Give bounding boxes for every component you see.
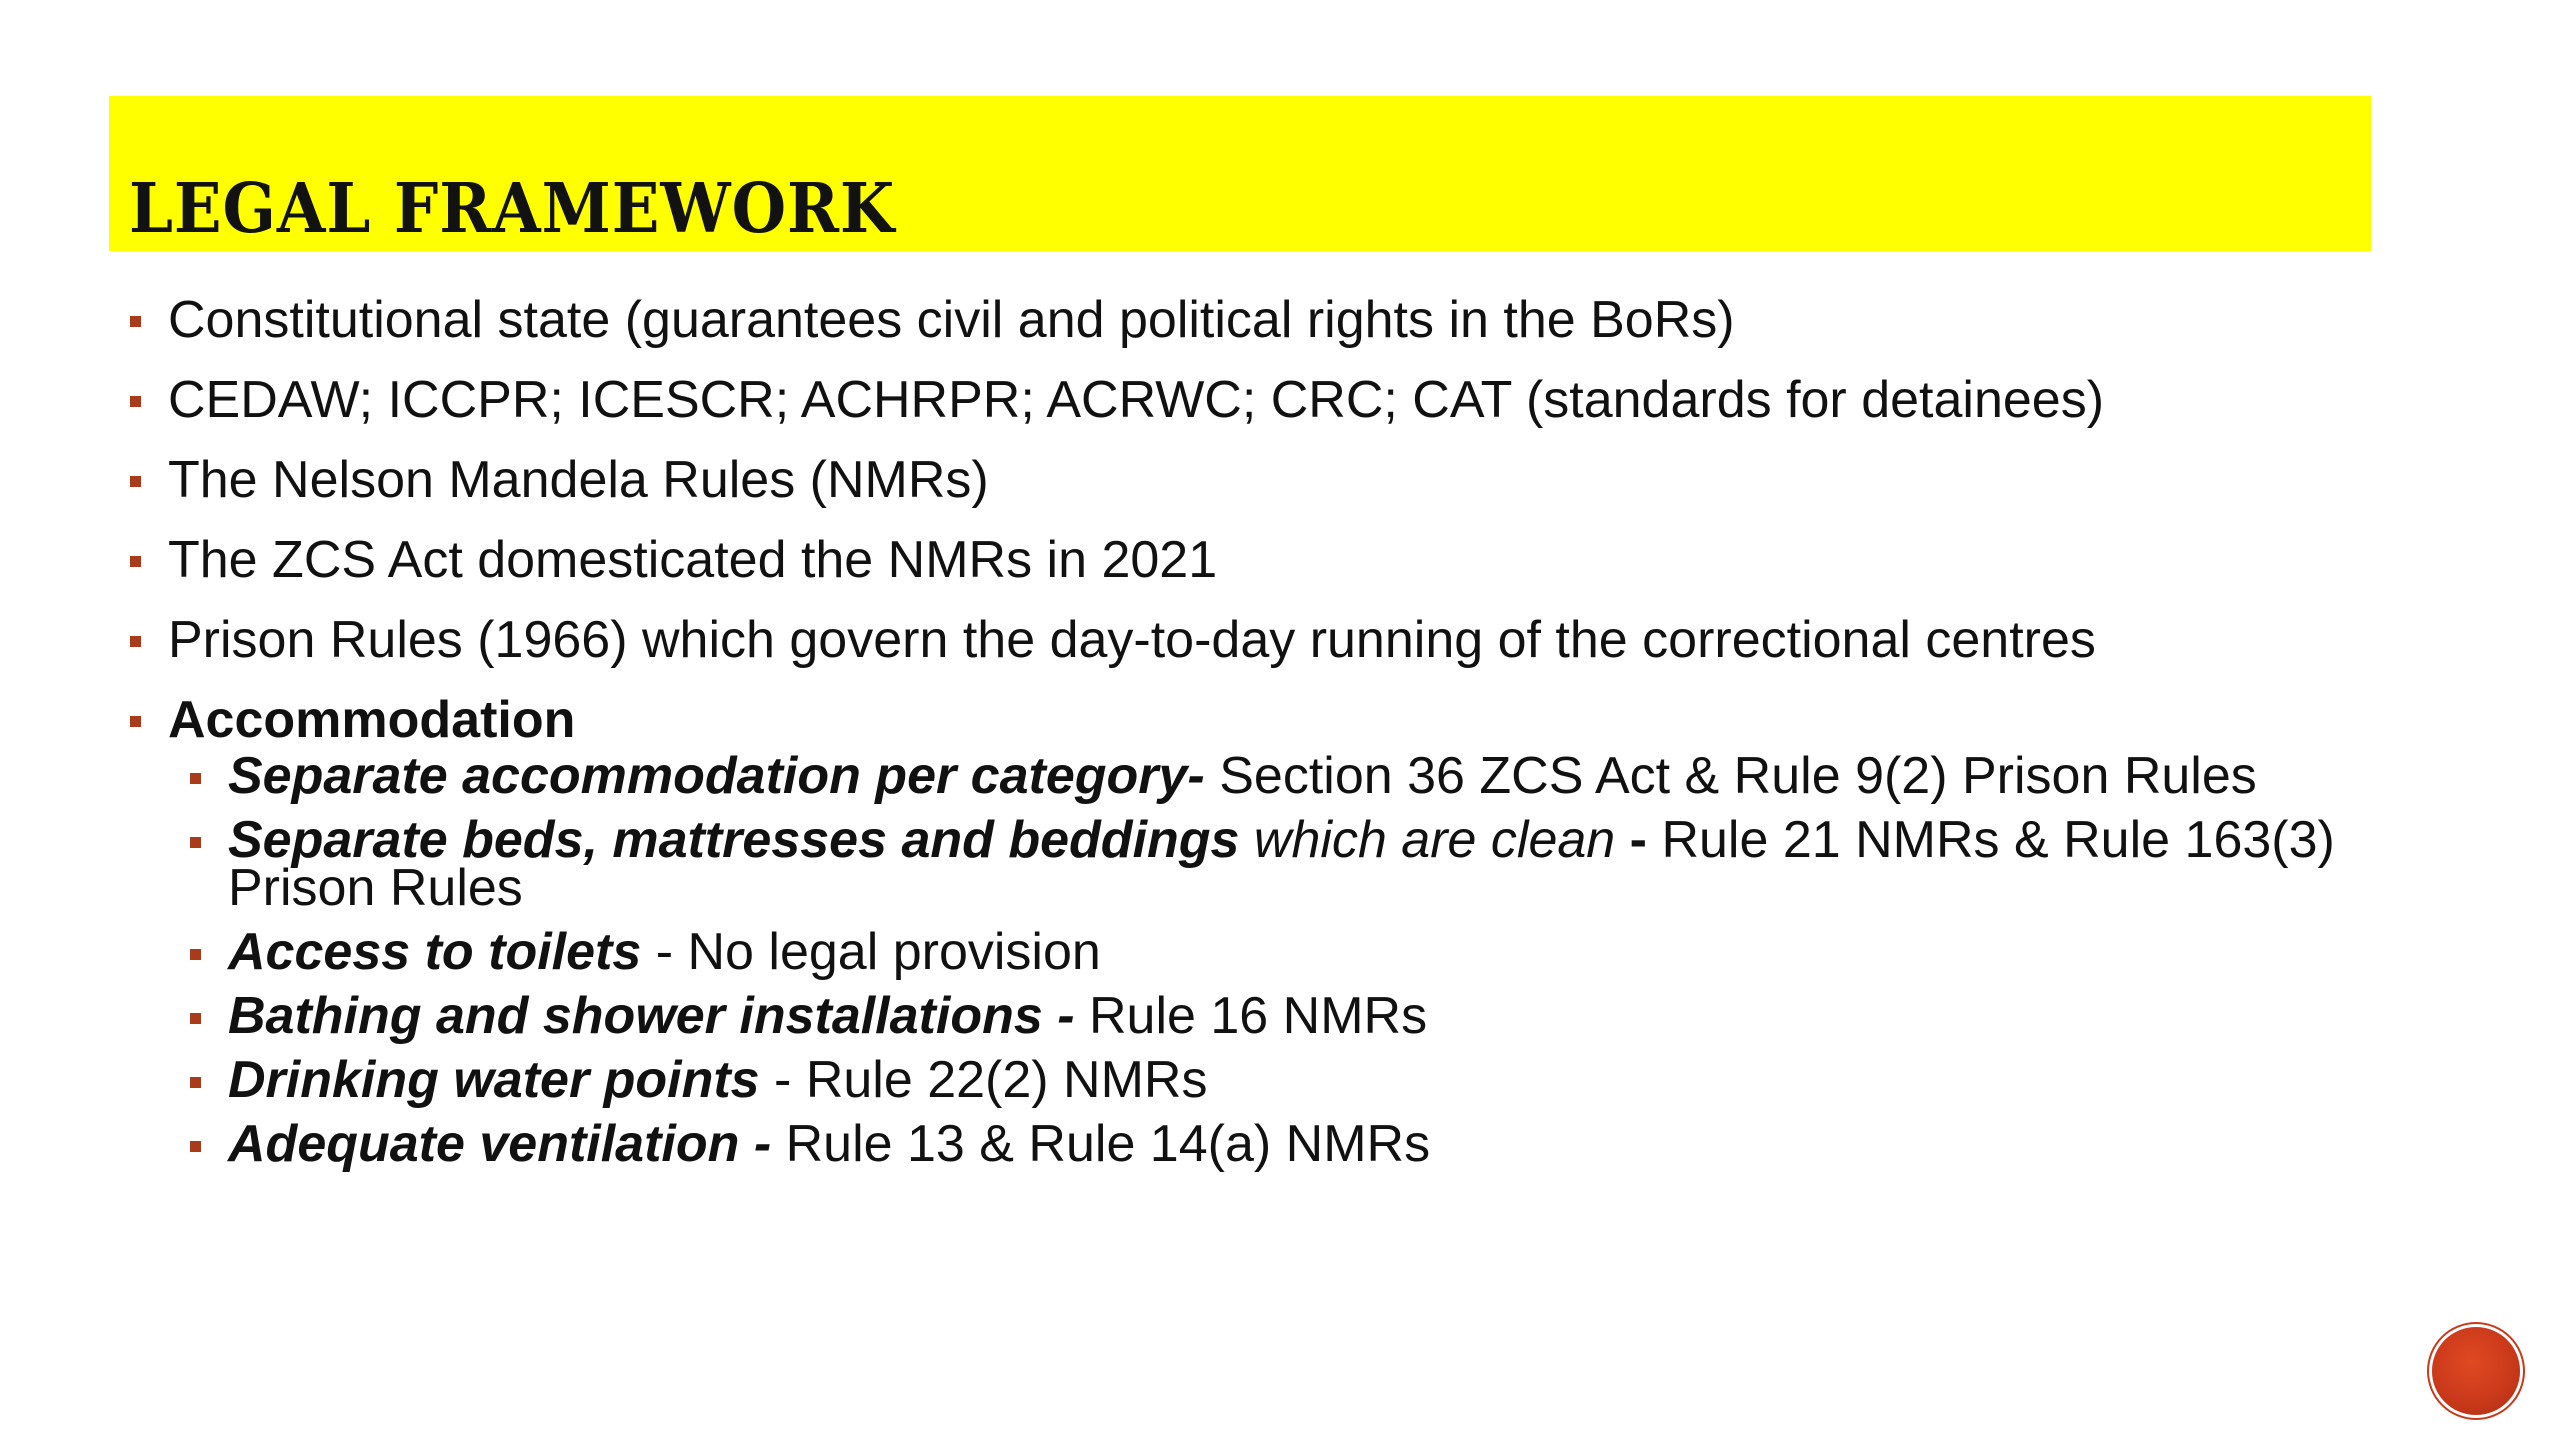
accommodation-heading: Accommodation [168,691,576,749]
sub-item-emphasis: Drinking water points [228,1051,760,1109]
title-band [109,96,2371,251]
sub-item-text: - Rule 22(2) NMRs [759,1051,1208,1109]
sub-list-item [190,1115,2380,1173]
list-item [130,290,2380,350]
list-item-text: Prison Rules (1966) which govern the day-to-day running of the correctional centres [168,611,2096,669]
list-item [130,530,2380,590]
sub-item-emphasis: Separate beds, mattresses and beddings [228,811,1240,869]
sub-list-item [190,811,2380,917]
bullet-icon [130,476,141,487]
bullet-icon [190,837,201,848]
bullet-icon [130,316,141,327]
bullet-list [130,290,2380,1173]
sub-list-item [190,987,2380,1045]
slide-content [130,290,2380,1184]
list-item [130,450,2380,510]
accommodation-sublist [190,747,2380,1173]
bullet-icon [130,716,141,727]
bullet-icon [190,1077,201,1088]
bullet-icon [130,636,141,647]
list-item [130,370,2380,430]
sub-item-emphasis: Adequate ventilation - [228,1115,772,1173]
list-item-text: CEDAW; ICCPR; ICESCR; ACHRPR; ACRWC; CRC; CAT (standards for detainees) [168,371,2105,429]
sub-item-emphasis: Bathing and shower installations - [228,987,1075,1045]
list-item-text: Constitutional state (guarantees civil and political rights in the BoRs) [168,291,1735,349]
sub-item-italic: which are clean [1239,811,1616,869]
bullet-icon [190,949,201,960]
sub-item-text: Rule 16 NMRs [1074,987,1428,1045]
list-item-text: The ZCS Act domesticated the NMRs in 2021 [168,531,1218,589]
sub-item-text: Section 36 ZCS Act & Rule 9(2) Prison Rules [1204,747,2257,805]
bullet-icon [190,1013,201,1024]
sub-item-emphasis: Access to toilets [228,923,642,981]
accommodation-item [130,690,2380,1173]
bullet-icon [190,773,201,784]
bullet-icon [130,556,141,567]
sub-item-emphasis: Separate accommodation per category- [228,747,1205,805]
list-item-text: The Nelson Mandela Rules (NMRs) [168,451,989,509]
bullet-icon [130,396,141,407]
bullet-icon [190,1141,201,1152]
sub-item-text: Rule 21 NMRs & Rule 163(3) Prison Rules [228,811,2335,917]
sub-item-text: Rule 13 & Rule 14(a) NMRs [771,1115,1431,1173]
sub-item-bold: - [1615,811,1647,869]
sub-list-item [190,1051,2380,1109]
sub-list-item [190,923,2380,981]
sub-item-text: - No legal provision [641,923,1101,981]
circle-nav-icon[interactable] [2432,1327,2520,1415]
sub-list-item [190,747,2380,805]
list-item [130,610,2380,670]
slide-title: LEGAL FRAMEWORK [129,169,896,249]
